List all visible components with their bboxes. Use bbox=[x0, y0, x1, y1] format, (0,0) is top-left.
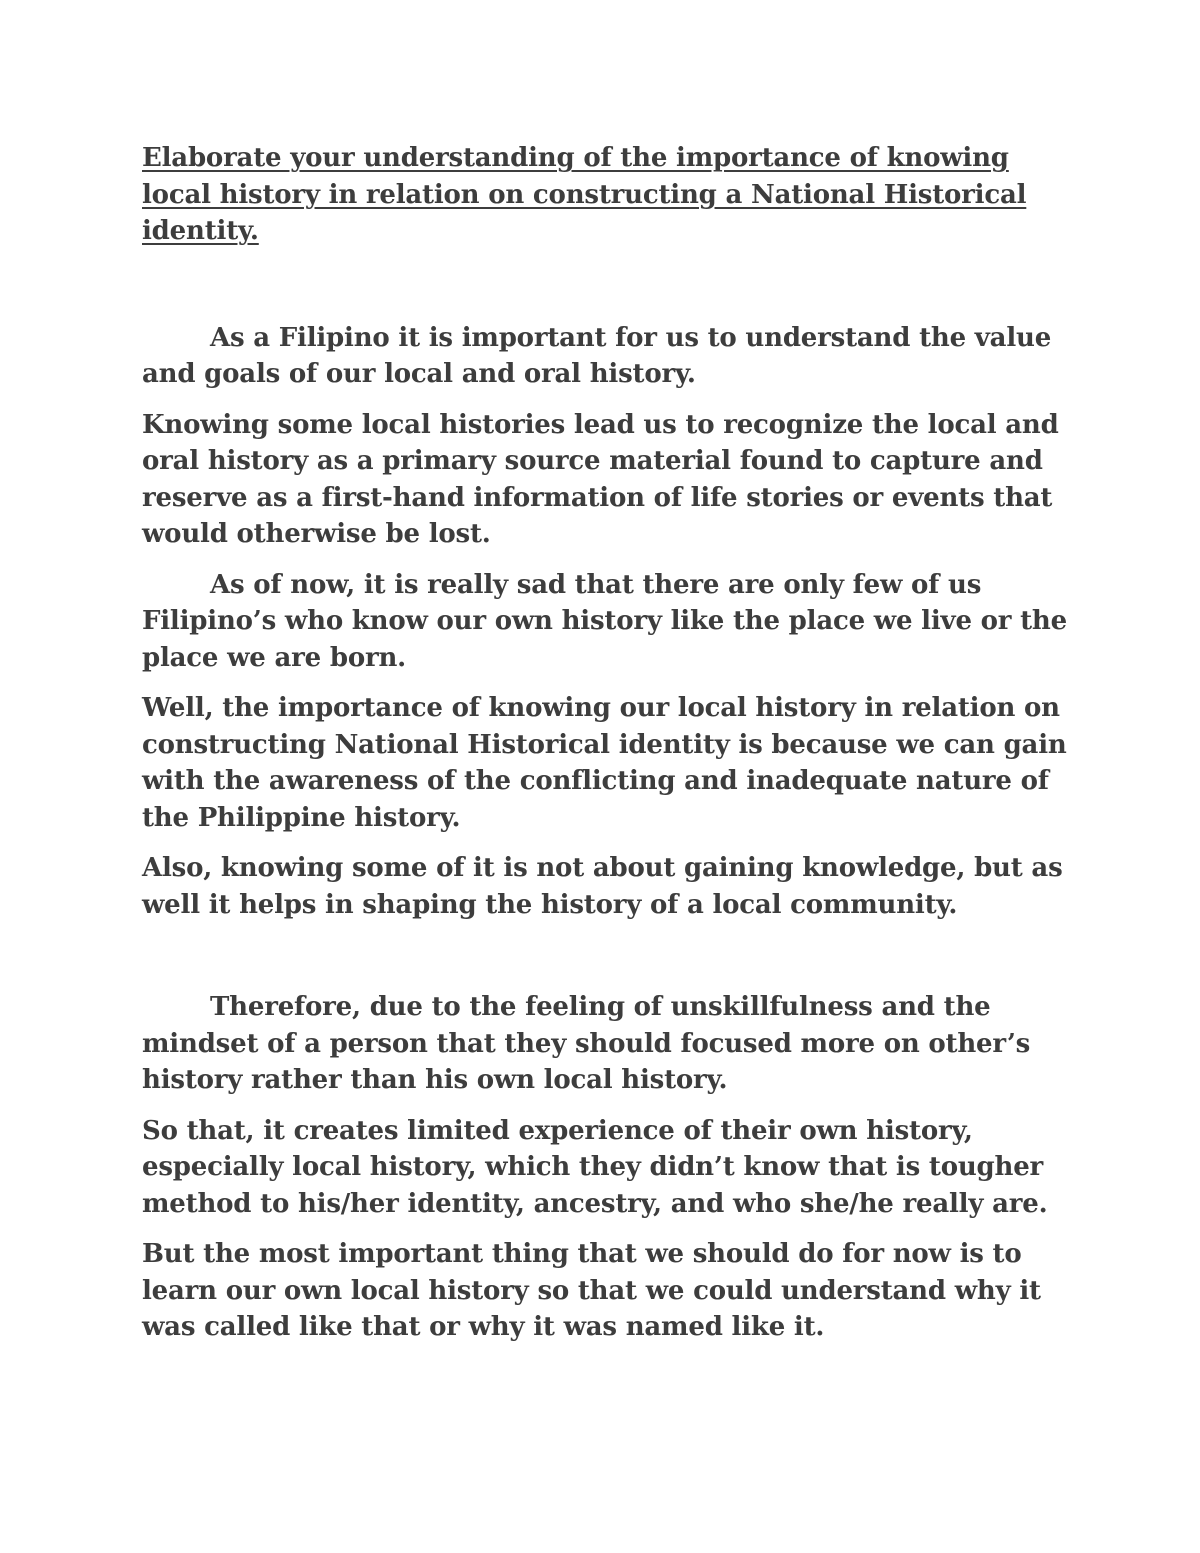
paragraph-5: Also, knowing some of it is not about gaining knowledge, but as well it helps in shaping the history of a local community. bbox=[142, 853, 1063, 920]
paragraph-8: But the most important thing that we should do for now is to learn our own local history so that we could understand why it was called like that or why it was named like it. bbox=[142, 1239, 1041, 1342]
spacer bbox=[142, 250, 1072, 320]
paragraph-3: As of now, it is really sad that there are only few of us Filipino’s who know our own history like the place we live or the place we are born. bbox=[142, 569, 1067, 673]
paragraph-7: So that, it creates limited experience of their own history, especially local history, which they didn’t know that is tougher method to his/her identity, ancestry, and who she/he really are. bbox=[142, 1115, 1048, 1219]
paragraph-1: As a Filipino it is important for us to understand the value and goals of our local and oral history. bbox=[142, 322, 1052, 389]
document-body bbox=[142, 140, 1072, 1360]
document-title: Elaborate your understanding of the importance of knowing local history in relation on constructing a National Historical identity. bbox=[142, 143, 1027, 246]
spacer bbox=[142, 937, 1072, 989]
paragraph-2: Knowing some local histories lead us to recognize the local and oral history as a primary source material found to capture and reserve as a first-hand information of life stories or events that would otherwise be lost. bbox=[142, 409, 1059, 549]
paragraph-6: Therefore, due to the feeling of unskillfulness and the mindset of a person that they should focused more on other’s history rather than his own local history. bbox=[142, 992, 1031, 1095]
paragraph-4: Well, the importance of knowing our local history in relation on constructing National Historical identity is because we can gain with the awareness of the conflicting and inadequate nature of the Philippine history. bbox=[142, 693, 1067, 833]
